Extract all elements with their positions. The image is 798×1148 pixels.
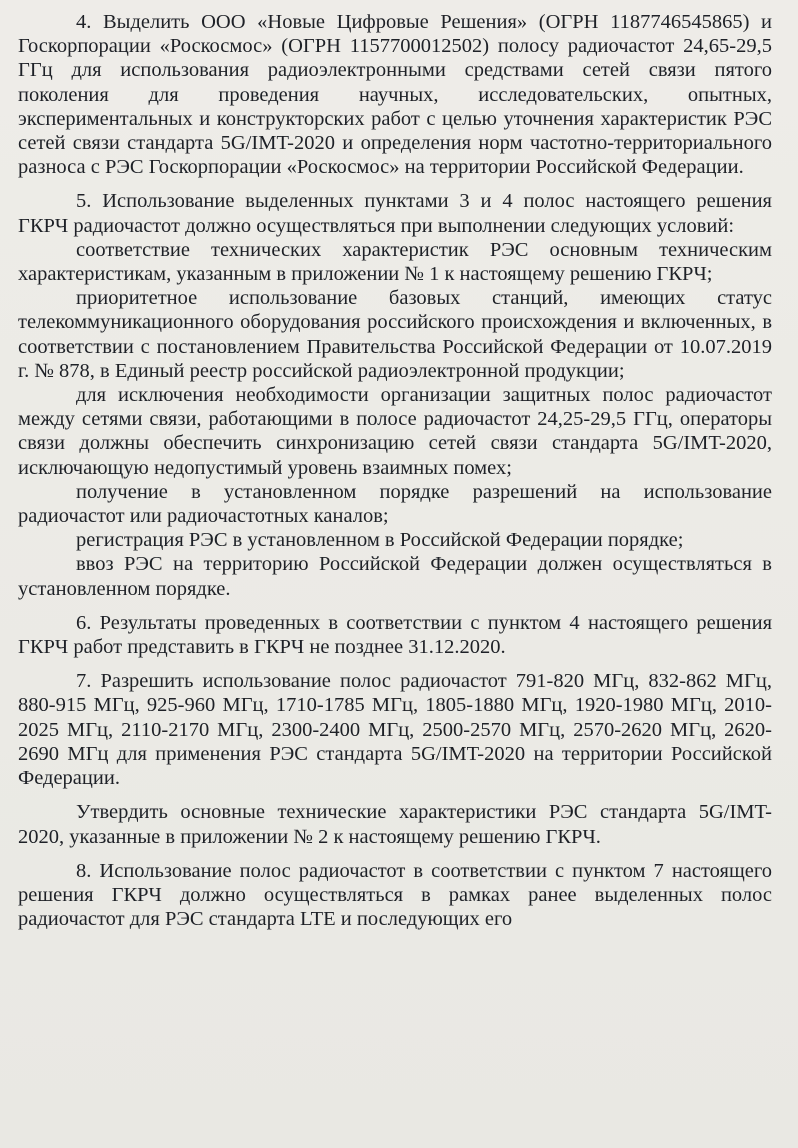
paragraph-5-condition-4: получение в установленном порядке разрешений на использование радиочастот или радиочастотных каналов;	[18, 480, 772, 528]
paragraph-5-condition-5: регистрация РЭС в установленном в Российской Федерации порядке;	[76, 529, 684, 552]
paragraph-5-condition-3: для исключения необходимости организации защитных полос радиочастот между сетями связи, работающими в полосе радиочастот 24,25-29,5 ГГц, операторы связи должны обеспечить синхронизацию сетей связи стандарта 5G/IMT-2020, исключающую недопустимый уровень взаимных помех;	[18, 384, 772, 479]
paragraph-4: 4. Выделить ООО «Новые Цифровые Решения» (ОГРН 1187746545865) и Госкорпорации «Роскосмос» (ОГРН 1157700012502) полосу радиочастот 24,65-29,5 ГГц для использования радиоэлектронными средствами сетей связи пятого поколения для проведения научных, исследовательских, опытных, экспериментальных и конструкторских работ с целью уточнения характеристик РЭС сетей связи стандарта 5G/IMT-2020 и определения норм частотно-территориального разноса с РЭС Госкорпорации «Роскосмос» на территории Российской Федерации.	[18, 11, 772, 179]
paragraph-6: 6. Результаты проведенных в соответствии с пунктом 4 настоящего решения ГКРЧ работ представить в ГКРЧ не позднее 31.12.2020.	[18, 611, 772, 659]
paragraph-7-approval: Утвердить основные технические характеристики РЭС стандарта 5G/IMT-2020, указанные в приложении № 2 к настоящему решению ГКРЧ.	[18, 801, 772, 848]
paragraph-5-condition-2: приоритетное использование базовых станций, имеющих статус телекоммуникационного оборудования российского происхождения и включенных, в соответствии с постановлением Правительства Российской Федерации от 10.07.2019 г. № 878, в Единый реестр российской радиоэлектронной продукции;	[18, 287, 772, 382]
paragraph-5-condition-1: соответствие технических характеристик РЭС основным техническим характеристикам, указанным в приложении № 1 к настоящему решению ГКРЧ;	[18, 238, 772, 286]
paragraph-8: 8. Использование полос радиочастот в соответствии с пунктом 7 настоящего решения ГКРЧ должно осуществляться в рамках ранее выделенных полос радиочастот для РЭС стандарта LTE и последующих его	[18, 859, 772, 931]
paragraph-5-condition-6: ввоз РЭС на территорию Российской Федерации должен осуществляться в установленном порядке.	[18, 553, 772, 600]
paragraph-5: 5. Использование выделенных пунктами 3 и 4 полос настоящего решения ГКРЧ радиочастот должно осуществляться при выполнении следующих условий:	[18, 190, 772, 237]
paragraph-7: 7. Разрешить использование полос радиочастот 791-820 МГц, 832-862 МГц, 880-915 МГц, 925-960 МГц, 1710-1785 МГц, 1805-1880 МГц, 1920-1980 МГц, 2010-2025 МГц, 2110-2170 МГц, 2300-2400 МГц, 2500-2570 МГц, 2570-2620 МГц, 2620-2690 МГц для применения РЭС стандарта 5G/IMT-2020 на территории Российской Федерации.	[18, 670, 772, 790]
